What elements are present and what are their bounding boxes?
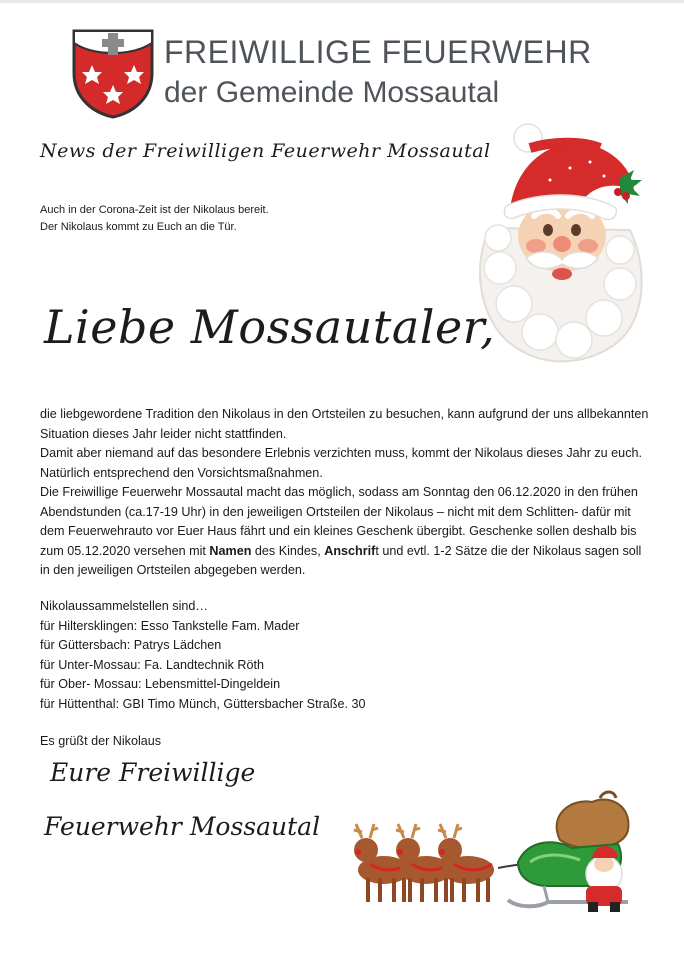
body-p4-address: Anschrif — [324, 543, 376, 558]
body-paragraph-2: Damit aber niemand auf das besondere Erlebnis verzichten muss, kommt der Nikolaus dieses Jahr zu euch. — [40, 446, 642, 460]
collection-heading: Nikolaussammelstellen sind… — [40, 599, 208, 613]
coat-of-arms-icon — [70, 27, 156, 119]
body-paragraph-3: Natürlich entsprechend den Vorsichtsmaßnahmen. — [40, 465, 323, 480]
santa-claus-icon — [470, 118, 648, 366]
body-p4-name: Namen — [209, 543, 252, 558]
list-item: für Güttersbach: Patrys Lädchen — [40, 638, 222, 652]
list-item: für Hüttenthal: GBI Timo Münch, Güttersbacher Straße. 30 — [40, 696, 366, 711]
body-paragraph-1: die liebgewordene Tradition den Nikolaus in den Ortsteilen zu besuchen, kann aufgrund der uns allbekannten Situation dieses Jahr leider nicht stattfinden. — [40, 407, 649, 441]
list-item: für Hiltersklingen: Esso Tankstelle Fam. Mader — [40, 618, 300, 633]
greeting-heading: Liebe Mossautaler, — [44, 300, 496, 354]
signature-line-2: Feuerwehr Mossautal — [44, 812, 321, 841]
reindeer-sleigh-icon — [348, 790, 648, 918]
intro-text — [40, 202, 269, 236]
news-heading: News der Freiwilligen Feuerwehr Mossautal — [40, 140, 491, 162]
body-text — [40, 405, 650, 581]
body-paragraph-4 — [40, 483, 650, 581]
org-title: FREIWILLIGE FEUERWEHR — [164, 34, 592, 70]
list-item: für Unter-Mossau: Fa. Landtechnik Röth — [40, 657, 264, 672]
signature-line-1: Eure Freiwillige — [50, 758, 256, 787]
body-p4-part-c: t und evtl. 1-2 Sätze die der Nikolaus sagen soll in den jeweiligen Ortsteilen abgegeben werden. — [40, 543, 642, 577]
list-item: für Ober- Mossau: Lebensmittel-Dingeldein — [40, 677, 281, 691]
top-border — [0, 0, 684, 3]
body-p4-part-b: des Kindes, — [251, 543, 325, 558]
intro-line-1: Auch in der Corona-Zeit ist der Nikolaus bereit. — [40, 204, 269, 216]
org-subtitle: der Gemeinde Mossautal — [164, 76, 500, 109]
closing-text: Es grüßt der Nikolaus — [40, 734, 162, 748]
collection-list — [40, 597, 640, 714]
intro-line-2: Der Nikolaus kommt zu Euch an die Tür. — [40, 221, 237, 233]
body-p4-part-a: Die Freiwillige Feuerwehr Mossautal macht das möglich, sodass am Sonntag den 06.12.2020 in den frühen Abendstunden (ca.17-19 Uhr) in den jeweiligen Ortsteilen der Nikolaus – nicht mit dem Schlitten- dafür mit dem Feuerwehrauto vor Euer Haus fährt und ein kleines Geschenk übergibt. Geschenke sollen deshalb bis zum 05.12.2020 versehen mit — [40, 485, 638, 558]
